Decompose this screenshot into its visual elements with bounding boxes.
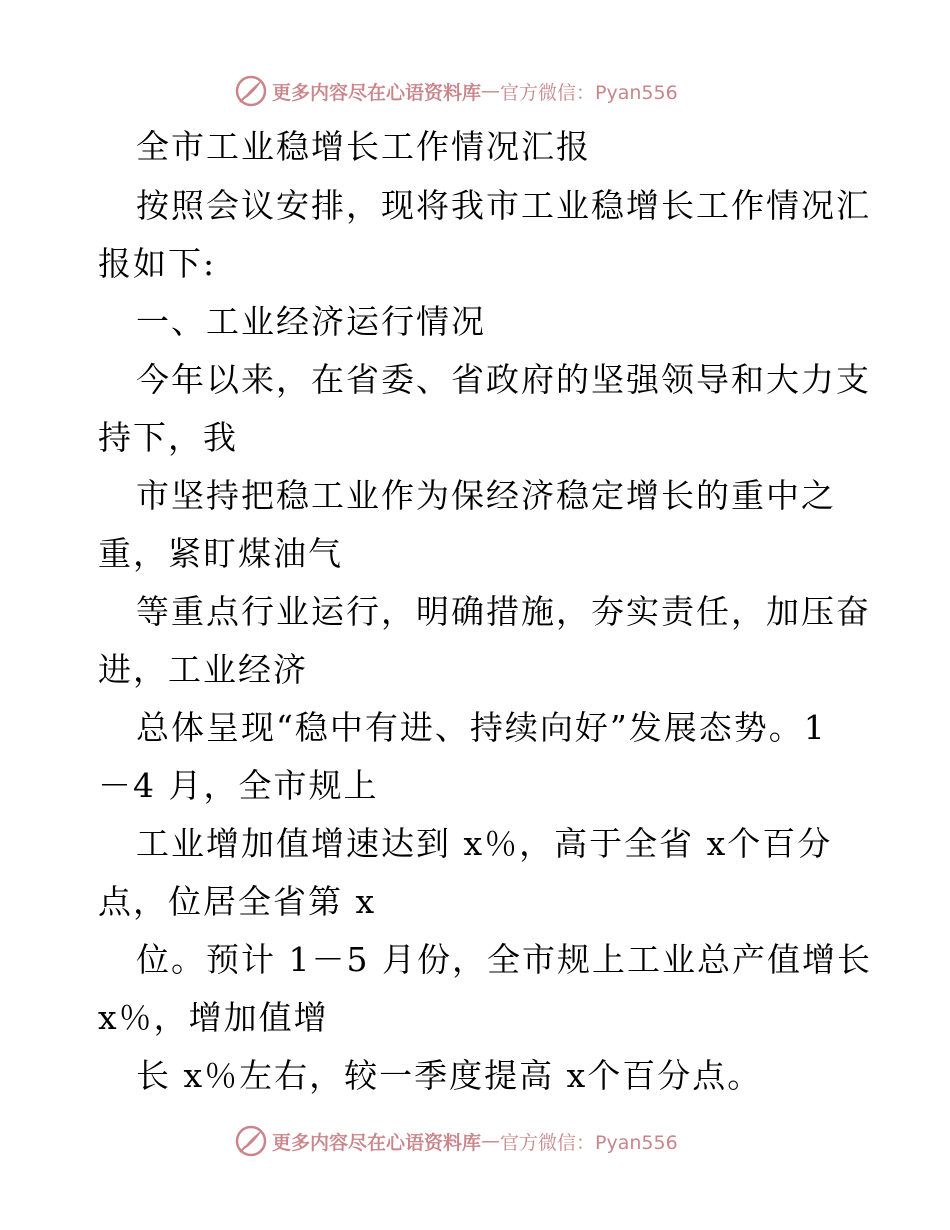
watermark-separator: — (481, 80, 501, 102)
watermark-main-text: 更多内容尽在心语资料库 (272, 81, 482, 104)
document-title: 全市工业稳增长工作情况汇报 (136, 127, 591, 166)
paragraph-line: 位。预计 1－5 月份，全市规上工业总产值增长 (136, 940, 872, 979)
paragraph-line: x％，增加值增 (98, 998, 329, 1037)
paragraph-line: 点，位居全省第 x (98, 882, 377, 921)
paragraph-line: －4 月，全市规上 (98, 766, 379, 805)
quill-logo-icon (234, 1124, 268, 1158)
paragraph-line: 进，工业经济 (98, 650, 308, 689)
quill-logo-icon (234, 74, 268, 108)
watermark-separator: — (481, 1130, 501, 1152)
paragraph-line: 按照会议安排，现将我市工业稳增长工作情况汇 (136, 186, 871, 225)
watermark-wechat-text: 官方微信：Pyan556 (500, 1131, 678, 1154)
paragraph-line: 工业增加值增速达到 x％，高于全省 x个百分 (136, 824, 833, 863)
paragraph-line: 今年以来，在省委、省政府的坚强领导和大力支 (136, 360, 871, 399)
paragraph-line: 重，紧盯煤油气 (98, 534, 343, 573)
paragraph-line: 报如下: (98, 244, 217, 283)
header-watermark (234, 71, 678, 111)
watermark-wechat-text: 官方微信：Pyan556 (500, 81, 678, 104)
footer-watermark (234, 1121, 678, 1161)
paragraph-line: 市坚持把稳工业作为保经济稳定增长的重中之 (136, 476, 836, 515)
paragraph-line: 总体呈现“稳中有进、持续向好”发展态势。1 (136, 708, 827, 747)
section-heading: 一、工业经济运行情况 (136, 302, 486, 341)
paragraph-line: 等重点行业运行，明确措施，夯实责任，加压奋 (136, 592, 871, 631)
paragraph-line: 长 x％左右，较一季度提高 x个百分点。 (136, 1056, 763, 1095)
watermark-main-text: 更多内容尽在心语资料库 (272, 1131, 482, 1154)
paragraph-line: 持下，我 (98, 418, 238, 457)
